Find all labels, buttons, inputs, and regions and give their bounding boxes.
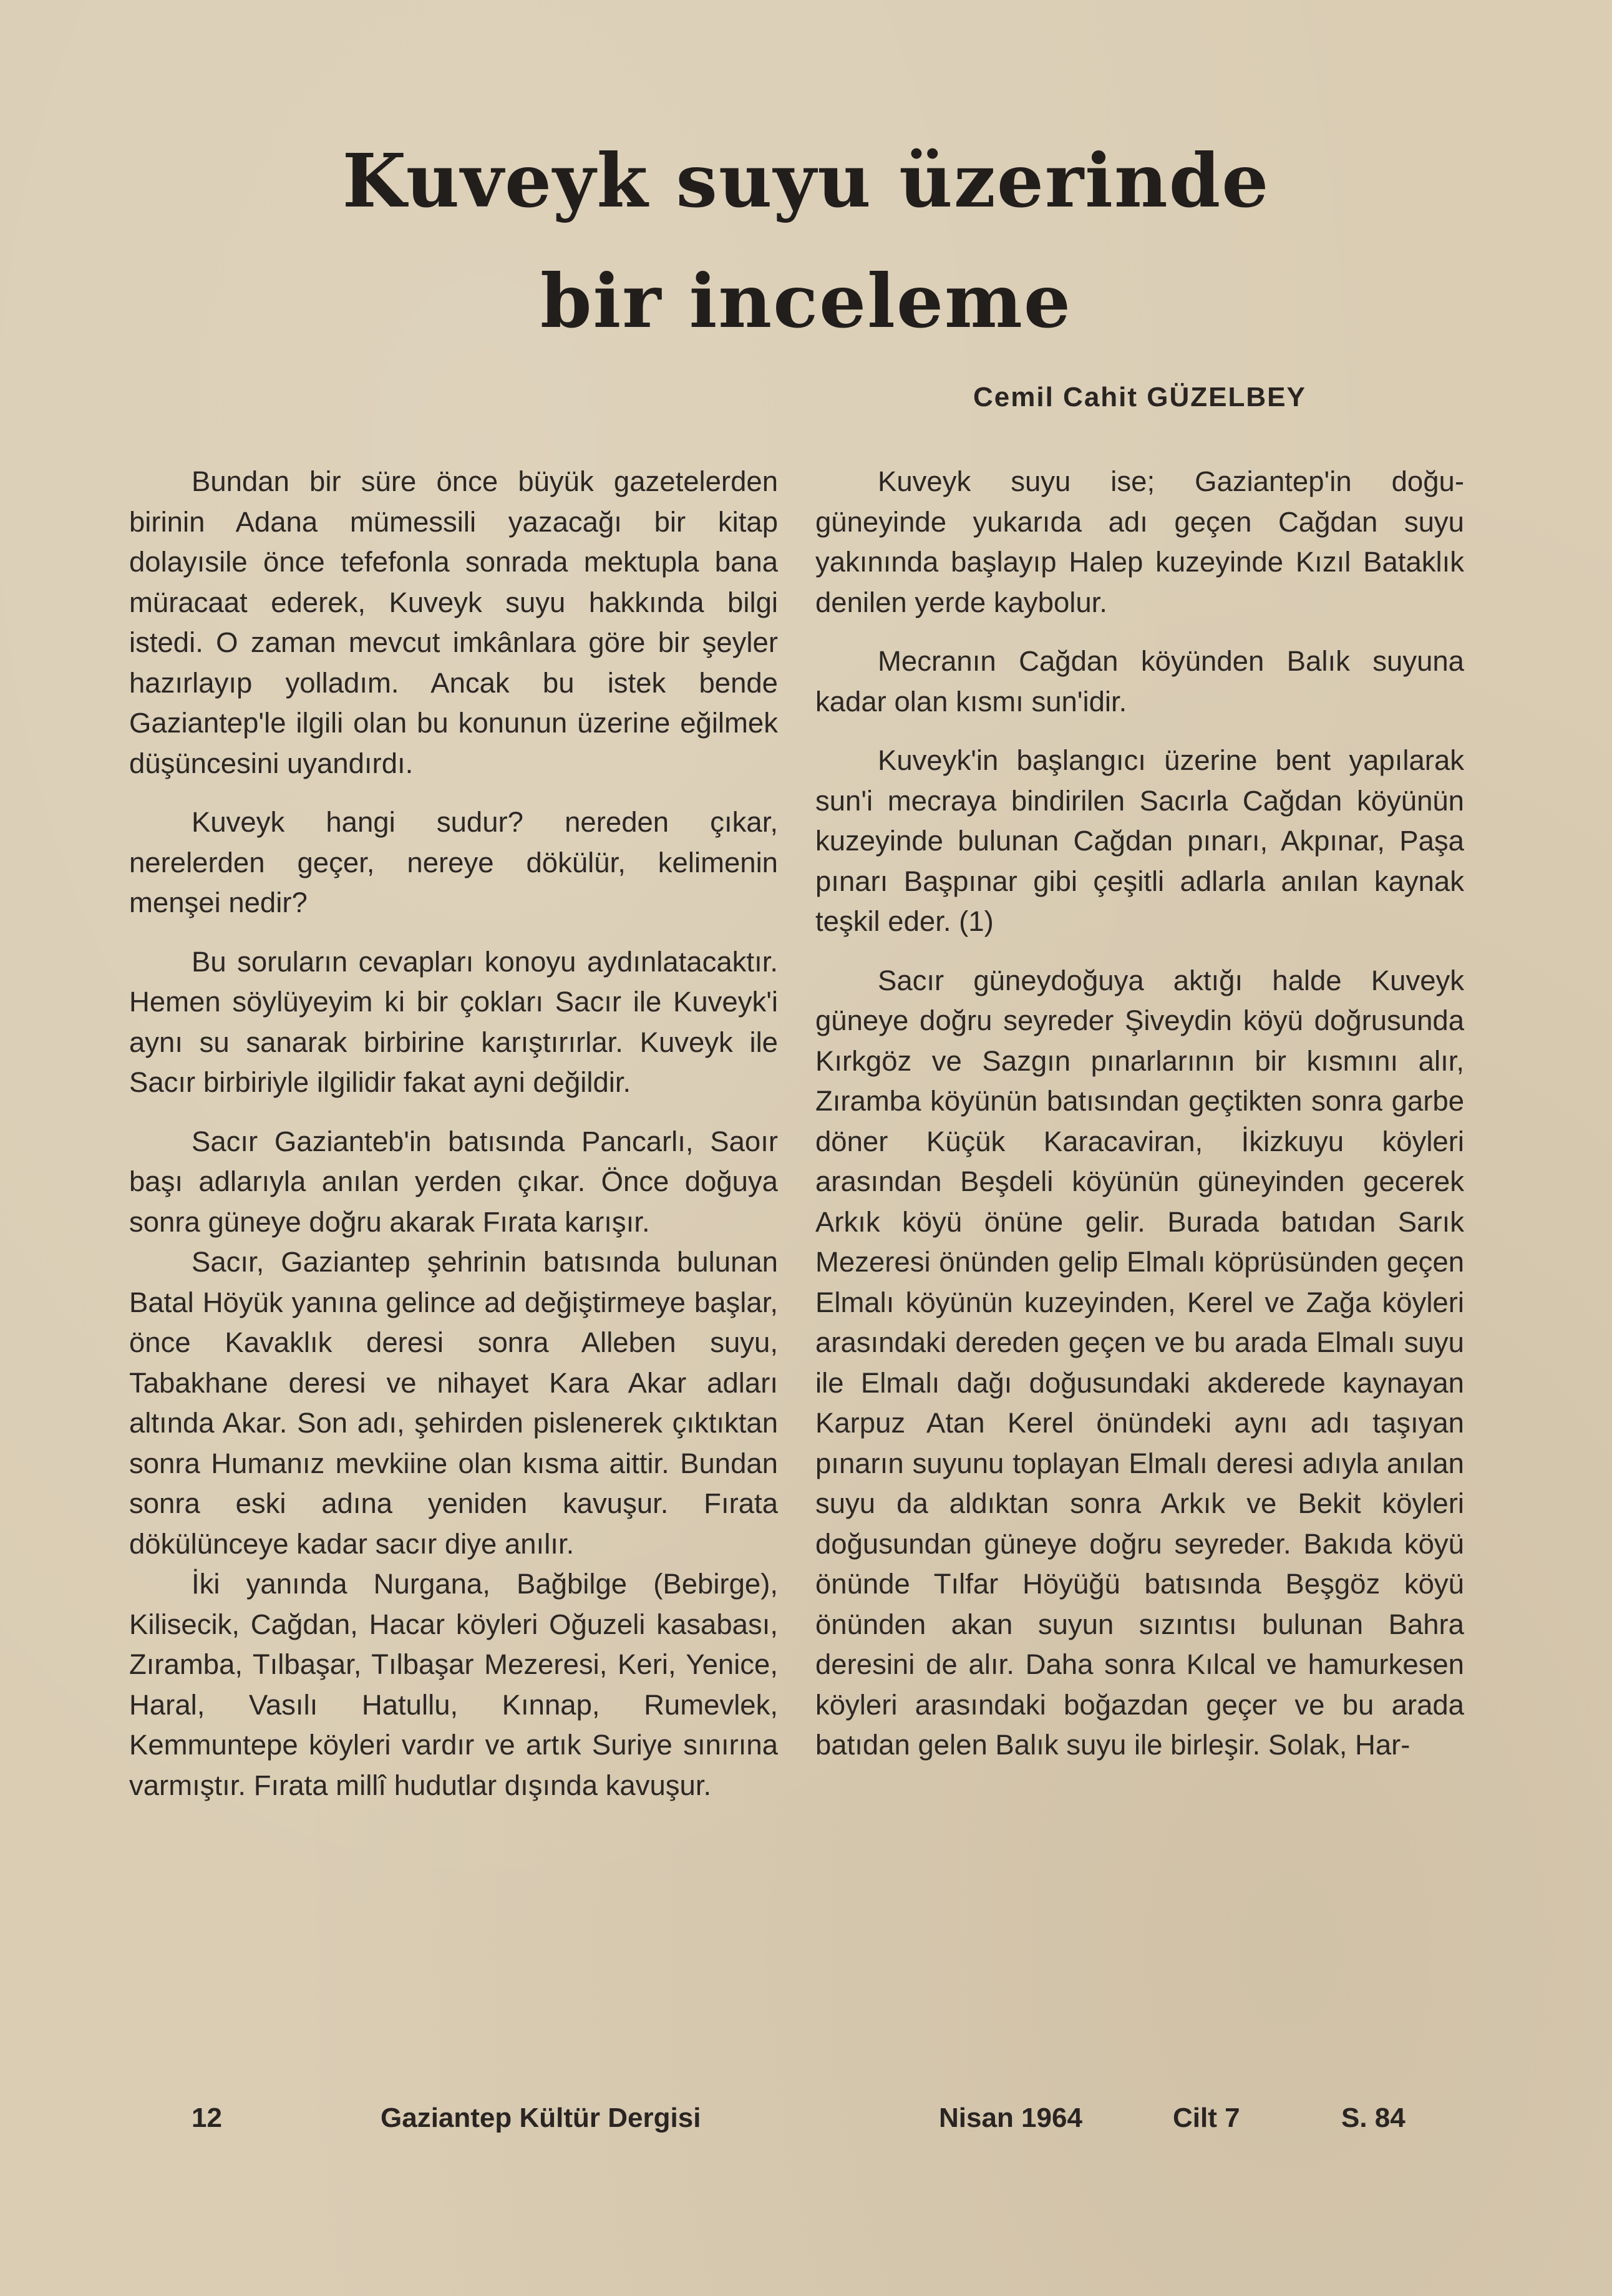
- paragraph: Sacır Gazianteb'in batısında Pancarlı, Saoır başı adlarıyla anılan yerden çıkar. Önce doğuya sonra güneye doğru akarak Fırata karışır.: [129, 1125, 778, 1238]
- paragraph: Kuveyk'in başlangıcı üzerine bent yapılarak sun'i mecraya bindirilen Sacırla Cağdan köyünün kuzeyinde bulunan Cağdan pınarı, Akpınar, Paşa pınarı Başpınar gibi çeşitli adlarla anılan kaynak teşkil eder. (1): [815, 744, 1464, 937]
- footer-date: Nisan 1964: [939, 2103, 1082, 2133]
- article-title-line-2: bir inceleme: [540, 258, 1072, 344]
- footer-journal-name: Gaziantep Kültür Dergisi: [381, 2103, 701, 2133]
- footer-page-number: 12: [192, 2103, 222, 2133]
- right-column: [815, 462, 1464, 1766]
- left-column: [129, 462, 778, 1806]
- paragraph: Bu soruların cevapları konoyu aydınlatacaktır. Hemen söylüyeyim ki bir çokları Sacır ile Kuveyk'i aynı su sanarak birbirine karıştırırlar. Kuveyk ile Sacır birbiriyle ilgilidir fakat ayni değildir.: [129, 945, 778, 1098]
- paragraph: Bundan bir süre önce büyük gazetelerden birinin Adana mümessili yazacağı bir kitap dolayısile önce tefefonla sonrada mektupla bana müracaat ederek, Kuveyk suyu hakkında bilgi istedi. O zaman mevcut imkânlara göre bir şeyler hazırlayıp yolladım. Ancak bu istek bende Gaziantep'le ilgili olan bu konunun üzerine eğilmek düşüncesini uyandırdı.: [129, 465, 778, 779]
- article-title-line-1: Kuveyk suyu üzerinde: [342, 137, 1270, 224]
- paragraph: Sacır, Gaziantep şehrinin batısında bulunan Batal Höyük yanına gelince ad değiştirmeye başlar, önce Kavaklık deresi sonra Alleben suyu, Tabakhane deresi ve nihayet Kara Akar adları altında Akar. Son adı, şehirden pislenerek çıktıktan sonra Humanız mevkiine olan kısma aittir. Bundan sonra eski adına yeniden kavuşur. Fırata dökülünceye kadar sacır diye anılır.: [129, 1246, 778, 1560]
- footer-volume: Cilt 7: [1173, 2103, 1240, 2133]
- paragraph: İki yanında Nurgana, Bağbilge (Bebirge), Kilisecik, Cağdan, Hacar köyleri Oğuzeli kasabası, Zıramba, Tılbaşar, Tılbaşar Mezeresi, Keri, Yenice, Haral, Vasılı Hatullu, Kınnap, Rumevlek, Kemmuntepe köyleri vardır ve artık Suriye sınırına varmıştır. Fırata millî hudutlar dışında kavuşur.: [129, 1568, 778, 1801]
- article-author: Cemil Cahit GÜZELBEY: [973, 382, 1306, 412]
- paragraph: Sacır güneydoğuya aktığı halde Kuveyk güneye doğru seyreder Şiveydin köyü doğrusunda Kırkgöz ve Sazgın pınarlarının bir kısmını alır, Zıramba köyünün batısından geçtikten sonra garbe döner Küçük Karacaviran, İkizkuyu köyleri arasından Beşdeli köyünün güneyinden gecerek Arkık köyü önüne gelir. Burada batıdan Sarık Mezeresi önünden gelip Elmalı köprüsünden geçen Elmalı köyünün kuzeyinden, Kerel ve Zağa köyleri arasındaki dereden geçen ve bu arada Elmalı suyu ile Elmalı dağı doğusundaki akderede kaynayan Karpuz Atan Kerel önündeki aynı adı taşıyan pınarın suyunu toplayan Elmalı deresi adıyla anılan suyu da aldıktan sonra Arkık ve Bekit köyleri doğusundan güneye doğru seyreder. Bakıda köyü önünde Tılfar Höyüğü batısında Beşgöz köyü önünden akan suyun sızıntısı bulunan Bahra deresini de alır. Daha sonra Kılcal ve hamurkesen köyleri arasındaki boğazdan geçer ve bu arada batıdan gelen Balık suyu ile birleşir. Solak, Har-: [815, 964, 1464, 1761]
- footer-issue: S. 84: [1341, 2103, 1406, 2133]
- paragraph: Kuveyk hangi sudur? nereden çıkar, nerelerden geçer, nereye dökülür, kelimenin menşei nedir?: [129, 806, 778, 918]
- paragraph: Mecranın Cağdan köyünden Balık suyuna kadar olan kısmı sun'idir.: [815, 645, 1464, 718]
- paragraph: Kuveyk suyu ise; Gaziantep'in doğu-güneyinde yukarıda adı geçen Cağdan suyu yakınında başlayıp Halep kuzeyinde Kızıl Bataklık denilen yerde kaybolur.: [815, 465, 1464, 618]
